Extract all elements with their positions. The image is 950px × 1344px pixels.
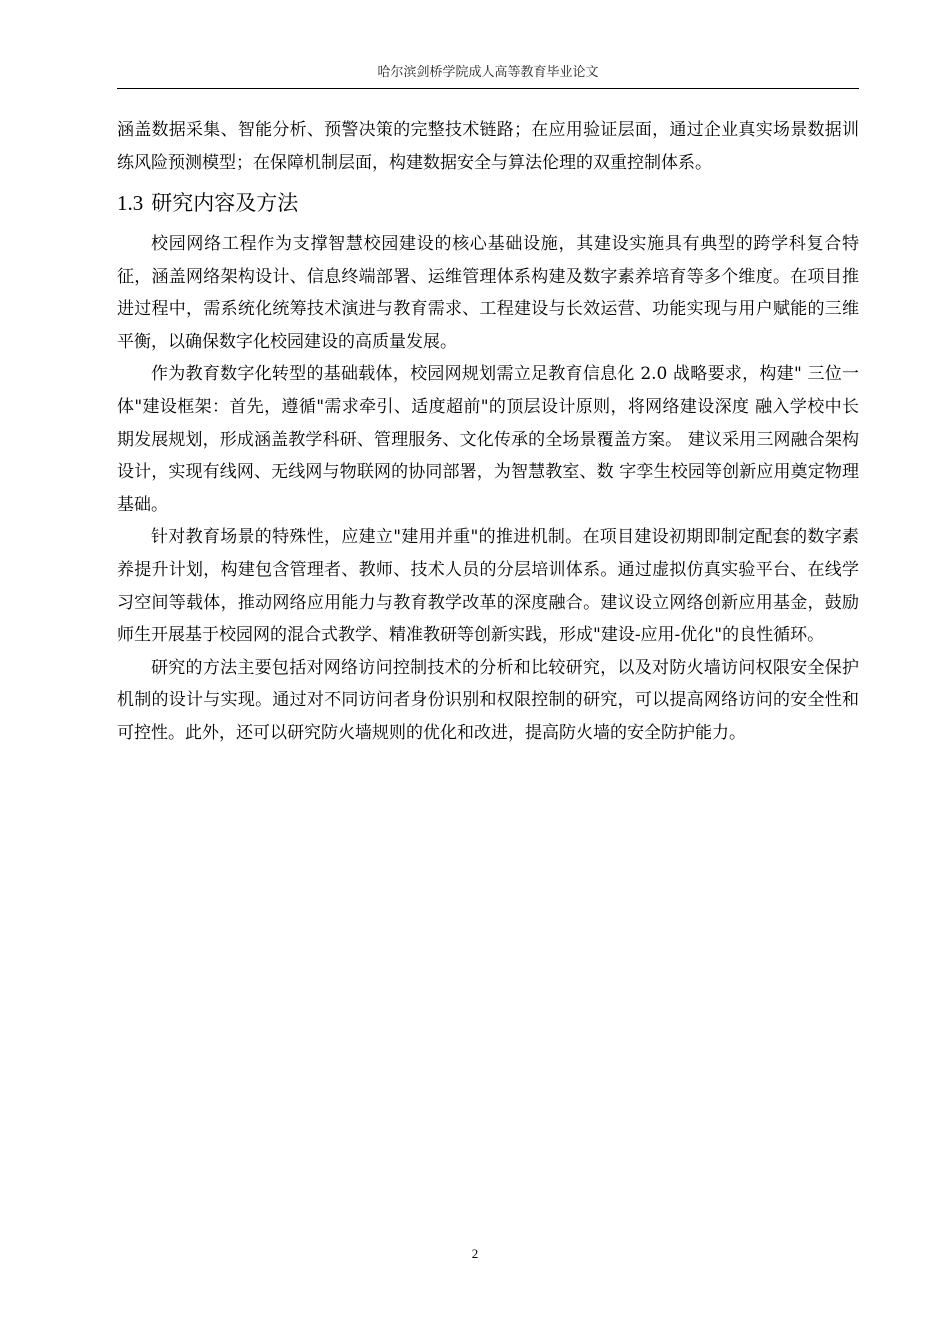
- paragraph: 针对教育场景的特殊性，应建立"建用并重"的推进机制。在项目建设初期即制定配套的数字素养提升计划，构建包含管理者、教师、技术人员的分层培训体系。通过虚拟仿真实验平台、在线学习空间等载体，推动网络应用能力与教育教学改革的深度融合。建议设立网络创新应用基金，鼓励师生开展基于校园网的混合式教学、精准教研等创新实践，形成"建设-应用-优化"的良性循环。: [117, 527, 859, 646]
- section-body: [117, 228, 859, 750]
- intro-block: [117, 114, 859, 179]
- section-heading: [117, 188, 298, 218]
- header-title: 哈尔滨剑桥学院成人高等教育毕业论文: [377, 65, 599, 80]
- paragraph: 作为教育数字化转型的基础载体，校园网规划需立足教育信息化 2.0 战略要求，构建" 三位一体"建设框架：首先，遵循"需求牵引、适度超前"的顶层设计原则，将网络建设深度 融入学校中长期发展规划，形成涵盖教学科研、管理服务、文化传承的全场景覆盖方案。 建议采用三网融合架构设计，实现有线网、无线网与物联网的协同部署，为智慧教室、数 字孪生校园等创新应用奠定物理基础。: [117, 364, 859, 515]
- paragraph: 校园网络工程作为支撑智慧校园建设的核心基础设施，其建设实施具有典型的跨学科复合特征，涵盖网络架构设计、信息终端部署、运维管理体系构建及数字素养培育等多个维度。在项目推进过程中，需系统化统筹技术演进与教育需求、工程建设与长效运营、功能实现与用户赋能的三维平衡，以确保数字化校园建设的高质量发展。: [117, 234, 859, 352]
- page-number: 2: [471, 1246, 479, 1261]
- section-number: 1.3: [117, 191, 144, 215]
- intro-paragraph: 涵盖数据采集、智能分析、预警决策的完整技术链路；在应用验证层面，通过企业真实场景数据训练风险预测模型；在保障机制层面，构建数据安全与算法伦理的双重控制体系。: [117, 120, 859, 173]
- paragraph: 研究的方法主要包括对网络访问控制技术的分析和比较研究，以及对防火墙访问权限安全保护机制的设计与实现。通过对不同访问者身份识别和权限控制的研究，可以提高网络访问的安全性和可控性。此外，还可以研究防火墙规则的优化和改进，提高防火墙的安全防护能力。: [117, 657, 859, 743]
- page-header: [117, 62, 859, 89]
- section-title: 研究内容及方法: [151, 191, 299, 215]
